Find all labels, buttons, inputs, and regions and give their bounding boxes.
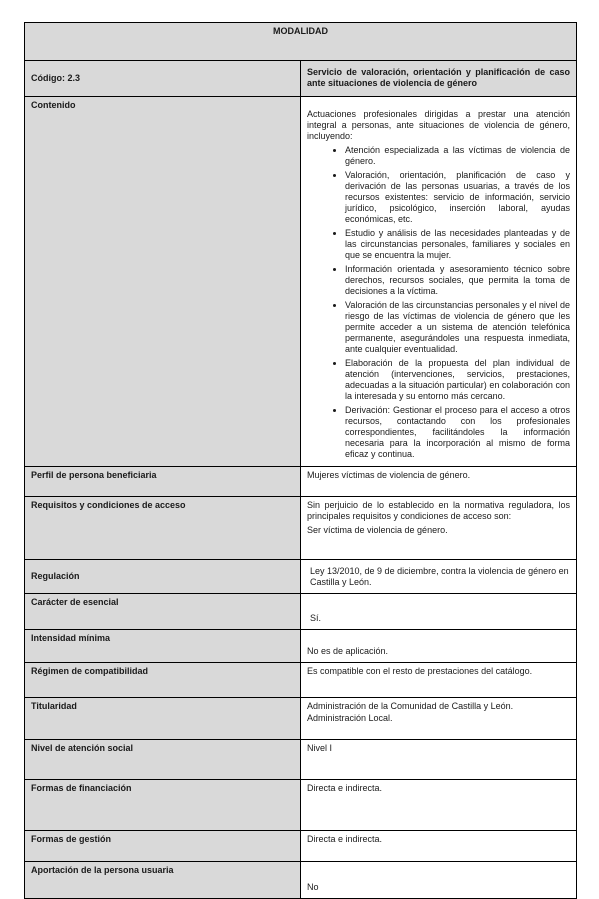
row-titularidad [25, 698, 577, 740]
formas-financiacion-value: Directa e indirecta. [301, 780, 577, 831]
row-formas-gestion [25, 831, 577, 862]
regulacion-label: Regulación [25, 560, 301, 594]
contenido-item: • Información orientada y asesoramiento técnico sobre derechos, recursos sociales, que permita la toma de decisiones a la víctima. [345, 264, 570, 297]
formas-financiacion-label: Formas de financiación [25, 780, 301, 831]
perfil-value: Mujeres víctimas de violencia de género. [301, 467, 577, 497]
contenido-intro: Actuaciones profesionales dirigidas a prestar una atención integral a personas, ante situaciones de violencia de género, incluyendo: [307, 109, 570, 141]
requisitos-cell [301, 497, 577, 560]
nivel-value: Nivel I [301, 740, 577, 780]
requisitos-line2: Ser víctima de violencia de género. [307, 525, 448, 535]
row-formas-financiacion [25, 780, 577, 831]
titularidad-line2: Administración Local. [307, 713, 393, 723]
code-label: Código: 2.3 [25, 61, 301, 97]
titularidad-cell [301, 698, 577, 740]
titularidad-label: Titularidad [25, 698, 301, 740]
row-intensidad [25, 630, 577, 663]
requisitos-label: Requisitos y condiciones de acceso [25, 497, 301, 560]
contenido-item: • Atención especializada a las víctimas de violencia de género. [345, 145, 570, 167]
contenido-item: • Estudio y análisis de las necesidades planteadas y de las circunstancias personales, familiares y sociales en que se encuentra la mujer. [345, 228, 570, 261]
regimen-value: Es compatible con el resto de prestaciones del catálogo. [301, 663, 577, 698]
modalidad-table [24, 22, 577, 899]
row-perfil [25, 467, 577, 497]
contenido-item: • Valoración de las circunstancias personales y el nivel de riesgo de las víctimas de violencia de género que les permite acceder a un sistema de atención telefónica permanente, asegurándoles una respuesta inmediata, ante cualquier eventualidad. [345, 300, 570, 355]
aportacion-value: No [301, 862, 577, 899]
contenido-item: • Elaboración de la propuesta del plan individual de atención (intervenciones, servicios, prestaciones, adecuadas a la situación particular) en colaboración con la interesada y su entorno más cercano. [345, 358, 570, 402]
formas-gestion-label: Formas de gestión [25, 831, 301, 862]
intensidad-label: Intensidad mínima [25, 630, 301, 663]
titularidad-line1: Administración de la Comunidad de Castilla y León. [307, 701, 514, 711]
row-contenido [25, 97, 577, 467]
contenido-list [307, 145, 570, 460]
regimen-label: Régimen de compatibilidad [25, 663, 301, 698]
requisitos-line1: Sin perjuicio de lo establecido en la normativa reguladora, los principales requisitos y condiciones de acceso son: [307, 500, 570, 521]
row-regulacion [25, 560, 577, 594]
header-modalidad: MODALIDAD [25, 23, 577, 61]
contenido-label: Contenido [25, 97, 301, 467]
regulacion-value: Ley 13/2010, de 9 de diciembre, contra la violencia de género en Castilla y León. [301, 560, 577, 594]
intensidad-value: No es de aplicación. [301, 630, 577, 663]
row-requisitos [25, 497, 577, 560]
contenido-item: • Valoración, orientación, planificación de caso y derivación de las personas usuarias, a través de los recursos existentes: servicio de información, servicio jurídico, psicológico, inserción laboral, ayudas económicas, etc. [345, 170, 570, 225]
nivel-label: Nivel de atención social [25, 740, 301, 780]
contenido-item: • Derivación: Gestionar el proceso para el acceso a otros recursos, contactando con los profesionales correspondientes, facilitándoles la información necesaria para la incorporación al mismo de forma eficaz y continua. [345, 405, 570, 460]
row-nivel [25, 740, 577, 780]
service-title: Servicio de valoración, orientación y planificación de caso ante situaciones de violencia de género [301, 61, 577, 97]
formas-gestion-value: Directa e indirecta. [301, 831, 577, 862]
row-aportacion [25, 862, 577, 899]
row-regimen [25, 663, 577, 698]
contenido-cell [301, 97, 577, 467]
row-caracter [25, 594, 577, 630]
caracter-label: Carácter de esencial [25, 594, 301, 630]
aportacion-label: Aportación de la persona usuaria [25, 862, 301, 899]
perfil-label: Perfil de persona beneficiaria [25, 467, 301, 497]
caracter-value: Sí. [301, 594, 577, 630]
